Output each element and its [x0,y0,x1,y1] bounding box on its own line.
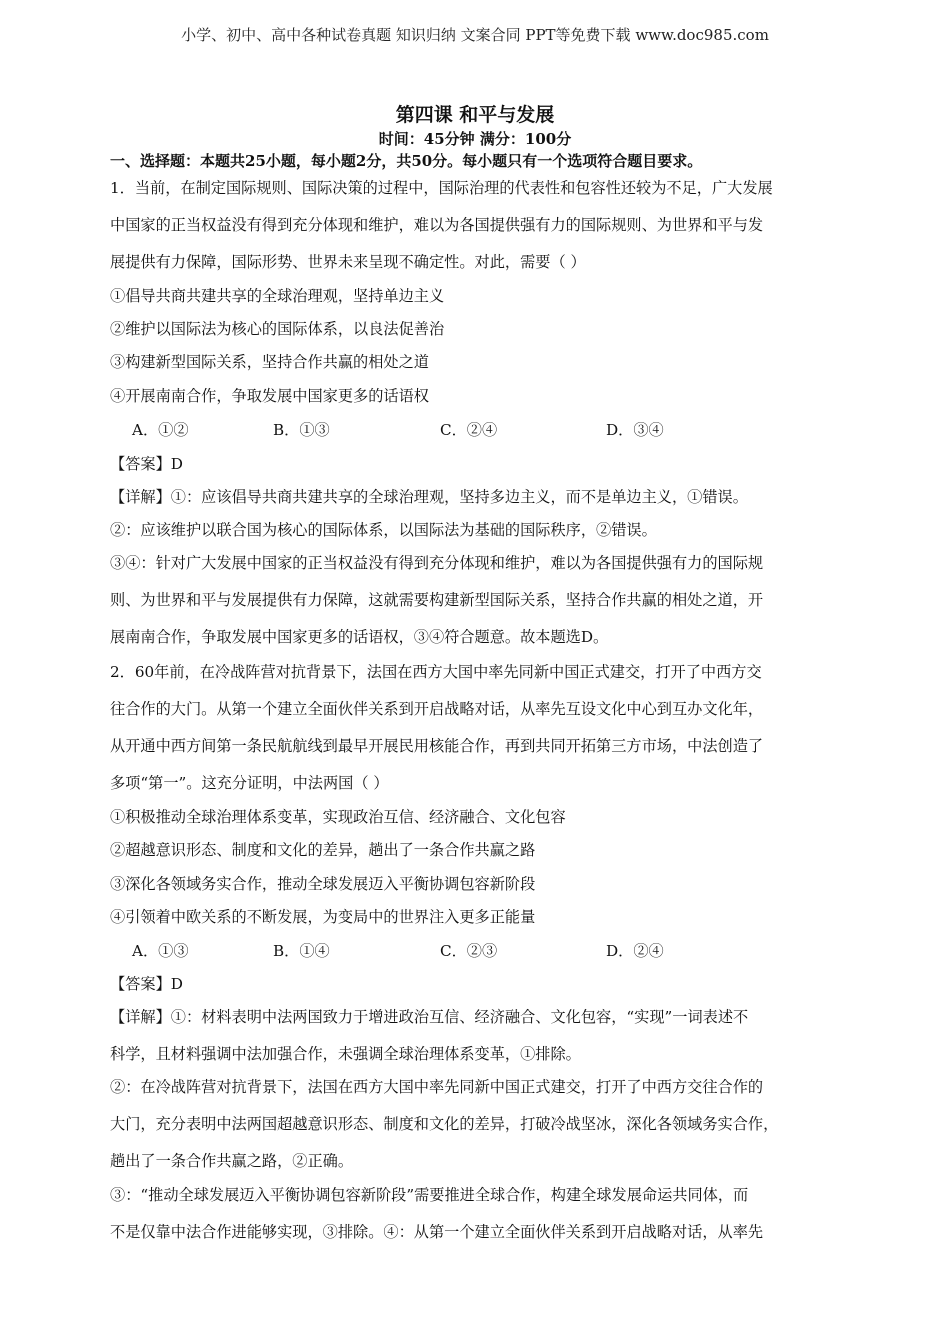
q1-item: ③构建新型国际关系，坚持合作共赢的相处之道 [110,353,429,371]
q1-explain-line: 展南南合作，争取发展中国家更多的话语权，③④符合题意。故本题选D。 [110,628,609,646]
q1-option-d: D．③④ [606,421,664,439]
q2-explain-line: 【详解】①：材料表明中法两国致力于增进政治互信、经济融合、文化包容，“实现”一词表述不 [110,1008,749,1026]
q2-option-b: B．①④ [273,942,330,960]
q2-item: ①积极推动全球治理体系变革，实现政治互信、经济融合、文化包容 [110,808,566,826]
q1-stem-line: 展提供有力保障，国际形势、世界未来呈现不确定性。对此，需要（ ） [110,253,586,271]
q2-explain-line: 科学，且材料强调中法加强合作，未强调全球治理体系变革，①排除。 [110,1045,581,1063]
q2-stem-line: 从开通中西方间第一条民航航线到最早开展民用核能合作，再到共同开拓第三方市场，中法创造了 [110,737,764,755]
q1-explain-line: 【详解】①：应该倡导共商共建共享的全球治理观，坚持多边主义，而不是单边主义，①错误。 [110,488,748,506]
q2-stem-line: 多项“第一”。这充分证明，中法两国（ ） [110,774,389,792]
q1-explain-line: ②：应该维护以联合国为核心的国际体系，以国际法为基础的国际秩序，②错误。 [110,521,657,539]
q1-explain-line: 则、为世界和平与发展提供有力保障，这就需要构建新型国际关系，坚持合作共赢的相处之道，开 [110,591,764,609]
section-heading: 一、选择题：本题共25小题，每小题2分，共50分。每小题只有一个选项符合题目要求。 [110,152,703,170]
q1-option-b: B．①③ [273,421,330,439]
q2-stem-line: 往合作的大门。从第一个建立全面伙伴关系到开启战略对话，从率先互设文化中心到互办文化年， [110,700,764,718]
q1-explain-line: ③④：针对广大发展中国家的正当权益没有得到充分体现和维护，难以为各国提供强有力的国际规 [110,554,764,572]
site-header: 小学、初中、高中各种试卷真题 知识归纳 文案合同 PPT等免费下载 www.doc985.com [181,26,769,44]
page-title: 第四课 和平与发展 [395,104,555,126]
q1-item: ②维护以国际法为核心的国际体系，以良法促善治 [110,320,445,338]
q2-option-c: C．②③ [440,942,498,960]
q1-stem-line: 1．当前，在制定国际规则、国际决策的过程中，国际治理的代表性和包容性还较为不足，广大发展 [110,179,773,197]
q2-explain-line: 趟出了一条合作共赢之路，②正确。 [110,1152,353,1170]
q2-option-d: D．②④ [606,942,664,960]
q2-item: ④引领着中欧关系的不断发展，为变局中的世界注入更多正能量 [110,908,536,926]
q1-item: ①倡导共商共建共享的全球治理观，坚持单边主义 [110,287,445,305]
q2-option-a: A．①③ [132,942,189,960]
q2-answer: 【答案】D [110,975,183,993]
q2-stem-line: 2．60年前，在冷战阵营对抗背景下，法国在西方大国中率先同新中国正式建交，打开了中西方交 [110,663,762,681]
page-subtitle: 时间：45分钟 满分：100分 [378,130,572,148]
q2-explain-line: 大门，充分表明中法两国超越意识形态、制度和文化的差异，打破冷战坚冰，深化各领域务实合作， [110,1115,779,1133]
q2-explain-line: ③：“推动全球发展迈入平衡协调包容新阶段”需要推进全球合作，构建全球发展命运共同体，而 [110,1186,749,1204]
q1-option-a: A．①② [132,421,189,439]
q2-explain-line: ②：在冷战阵营对抗背景下，法国在西方大国中率先同新中国正式建交，打开了中西方交往合作的 [110,1078,764,1096]
q2-explain-line: 不是仅靠中法合作进能够实现，③排除。④：从第一个建立全面伙伴关系到开启战略对话，从率先 [110,1223,764,1241]
q1-stem-line: 中国家的正当权益没有得到充分体现和维护，难以为各国提供强有力的国际规则、为世界和平与发 [110,216,764,234]
q2-item: ②超越意识形态、制度和文化的差异，趟出了一条合作共赢之路 [110,841,536,859]
q2-item: ③深化各领域务实合作，推动全球发展迈入平衡协调包容新阶段 [110,875,536,893]
q1-answer: 【答案】D [110,455,183,473]
q1-item: ④开展南南合作，争取发展中国家更多的话语权 [110,387,429,405]
q1-option-c: C．②④ [440,421,498,439]
